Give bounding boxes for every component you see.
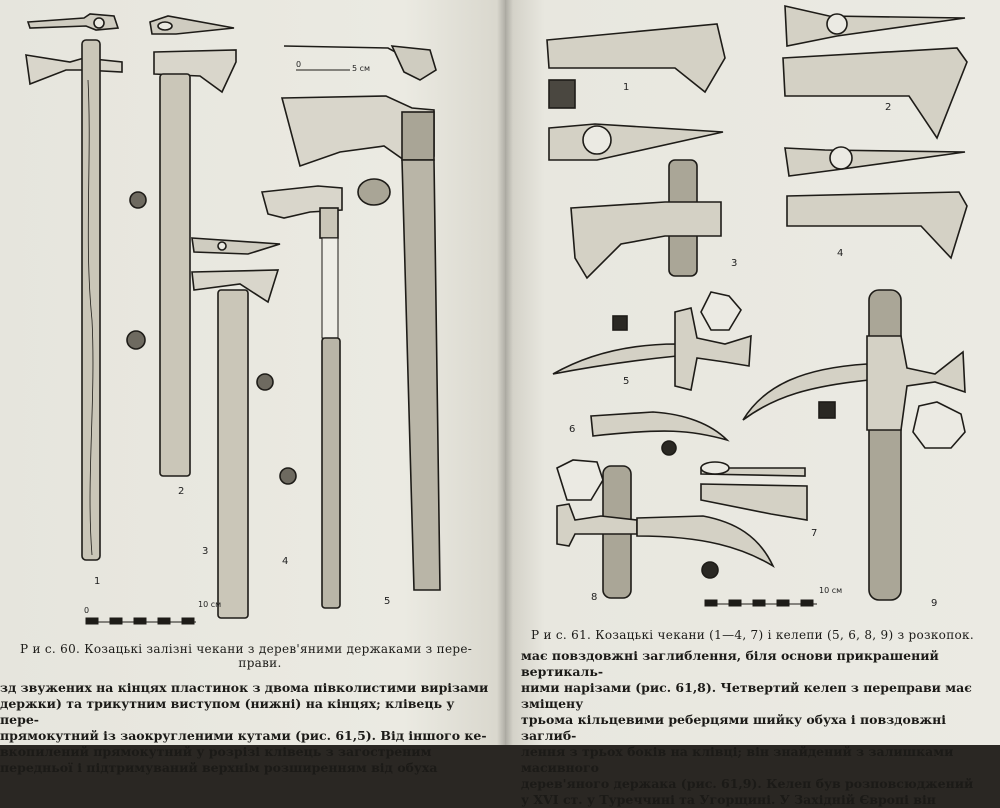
fig60-label-1: 1 (94, 576, 101, 587)
left-body-line: зд звужених на кінцях пластинок з двома півколистими вирізами (0, 680, 489, 695)
book-gutter-shadow (497, 0, 513, 745)
left-body-line: держки) та трикутним виступом (нижні) на кінцях; клівець у пере- (0, 696, 455, 727)
fig61-label-9: 9 (931, 598, 938, 609)
fig61-label-8: 8 (591, 592, 598, 603)
axe-1 (26, 14, 146, 560)
left-body-line: передньої і підтримуваний верхнім розширенням від обуха (0, 760, 438, 775)
axe-fig61-2 (783, 6, 967, 138)
keleп-fig61-9 (743, 290, 965, 600)
right-body-line: дерев'яного держака (рис. 61,9). Келеп був розповсюджений (521, 776, 974, 791)
fig61-label-6: 6 (569, 424, 576, 435)
fig61-label-3: 3 (731, 258, 738, 269)
caption-60-line-2: прави. (238, 656, 282, 670)
figure-60-caption (20, 642, 500, 670)
keleп-fig61-5 (553, 292, 751, 390)
axe-5 (282, 46, 440, 590)
scale-bar-right (705, 600, 817, 606)
left-body-text (0, 680, 496, 776)
right-body-line: лення з трьох боків на клівці; він знайдений з залишками масивного (521, 744, 954, 775)
keleп-fig61-8 (557, 460, 773, 598)
right-page (505, 0, 1000, 807)
scale-zero-top: 0 (296, 60, 302, 69)
scale-bar-left (86, 618, 196, 624)
axe-3 (192, 238, 280, 618)
figure-61-caption: Р и с. 61. Козацькі чекани (1—4, 7) і келепи (5, 6, 8, 9) з розкопок. (531, 628, 974, 642)
keleп-fig61-6 (591, 412, 727, 455)
right-body-line: ними нарізами (рис. 61,8). Четвертий келеп з переправи має зміщену (521, 680, 972, 711)
axe-4 (262, 186, 342, 608)
fig60-label-4: 4 (282, 556, 289, 567)
left-body-line: вкопилений прямокутний у розрізі клівець з загостреним (0, 744, 432, 759)
fig61-label-7: 7 (811, 528, 818, 539)
left-page (0, 0, 505, 775)
right-body-line: у XVI ст. у Туреччині та Угорщині. У Західній Європі він (521, 792, 936, 807)
scale-unit-right: 10 см (819, 586, 843, 595)
axe-fig61-1 (547, 24, 725, 160)
scale-unit-top: 5 см (352, 64, 371, 73)
fig60-label-2: 2 (178, 486, 185, 497)
fig61-label-5: 5 (623, 376, 630, 387)
fig61-label-2: 2 (885, 102, 892, 113)
fig61-label-4: 4 (837, 248, 844, 259)
left-body-line: прямокутний із заокругленими кутами (рис. 61,5). Від іншого ке- (0, 728, 487, 743)
fig60-label-5: 5 (384, 596, 391, 607)
axe-fig61-3 (571, 160, 721, 278)
right-body-text (521, 648, 999, 808)
right-body-line: має повздовжні заглиблення, біля основи прикрашений вертикаль- (521, 648, 939, 679)
axe-fig61-7 (701, 462, 807, 520)
fig61-label-1: 1 (623, 82, 630, 93)
caption-60-line-1: Р и с. 60. Козацькі залізні чекани з дерев'яними держаками з пере- (20, 642, 473, 656)
fig60-label-3: 3 (202, 546, 209, 557)
figure-60-illustration (0, 0, 505, 745)
scale-unit-left: 10 см (198, 600, 222, 609)
scale-zero-left: 0 (84, 606, 90, 615)
axe-fig61-4 (785, 147, 967, 258)
right-body-line: трьома кільцевими реберцями шийку обуха і повздовжні заглиб- (521, 712, 947, 743)
